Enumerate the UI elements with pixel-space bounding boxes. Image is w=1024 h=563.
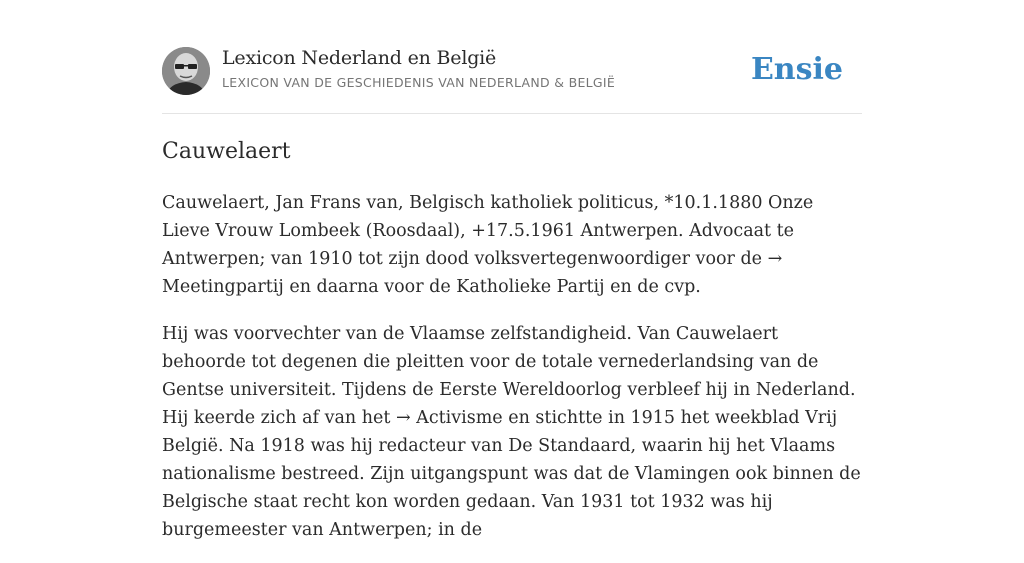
paragraph-text: Hij was voorvechter van de Vlaamse zelfstandigheid. Van Cauwelaert behoorde tot degenen die pleitten voor de totale vernederlandsing van de Gentse universiteit. Tijdens de Eerste Wereldoorlog verbleef hij in Nederland. Hij keerde zich af van het bbox=[162, 324, 856, 428]
paragraph-text: Cauwelaert, Jan Frans van, Belgisch katholiek politicus, *10.1.1880 Onze Lieve Vrouw Lombeek (Roosdaal), +17.5.1961 Antwerpen. Advocaat te Antwerpen; van 1910 tot zijn dood volksvertegenwoordiger voor de bbox=[162, 193, 814, 269]
site-titles bbox=[222, 45, 615, 90]
article-paragraph bbox=[162, 320, 862, 544]
site-subtitle: LEXICON VAN DE GESCHIEDENIS VAN NEDERLAND & BELGIË bbox=[222, 75, 616, 90]
site-title[interactable]: Lexicon Nederland en België bbox=[222, 47, 497, 69]
site-header bbox=[162, 45, 862, 114]
article-body bbox=[162, 189, 862, 563]
author-portrait-icon bbox=[162, 47, 210, 95]
meetingpartij-link[interactable]: → Meetingpartij bbox=[162, 249, 783, 297]
page bbox=[162, 0, 862, 540]
paragraph-text: en daarna voor de Katholieke Partij en de cvp. bbox=[283, 277, 701, 297]
article-title: Cauwelaert bbox=[162, 139, 291, 164]
ensie-logo-link[interactable]: Ensie bbox=[750, 52, 843, 87]
activisme-link[interactable]: → Activisme bbox=[395, 408, 503, 428]
article-paragraph bbox=[162, 189, 862, 301]
avatar[interactable] bbox=[162, 47, 210, 95]
paragraph-text: en stichtte in 1915 het weekblad Vrij België. Na 1918 was hij redacteur van De Standaard, waarin hij het Vlaams nationalisme bestreed. Zijn uitgangspunt was dat de Vlamingen ook binnen de Belgische staat recht kon worden gedaan. Van 1931 tot 1932 was hij burgemeester van Antwerpen; in de bbox=[162, 408, 861, 540]
